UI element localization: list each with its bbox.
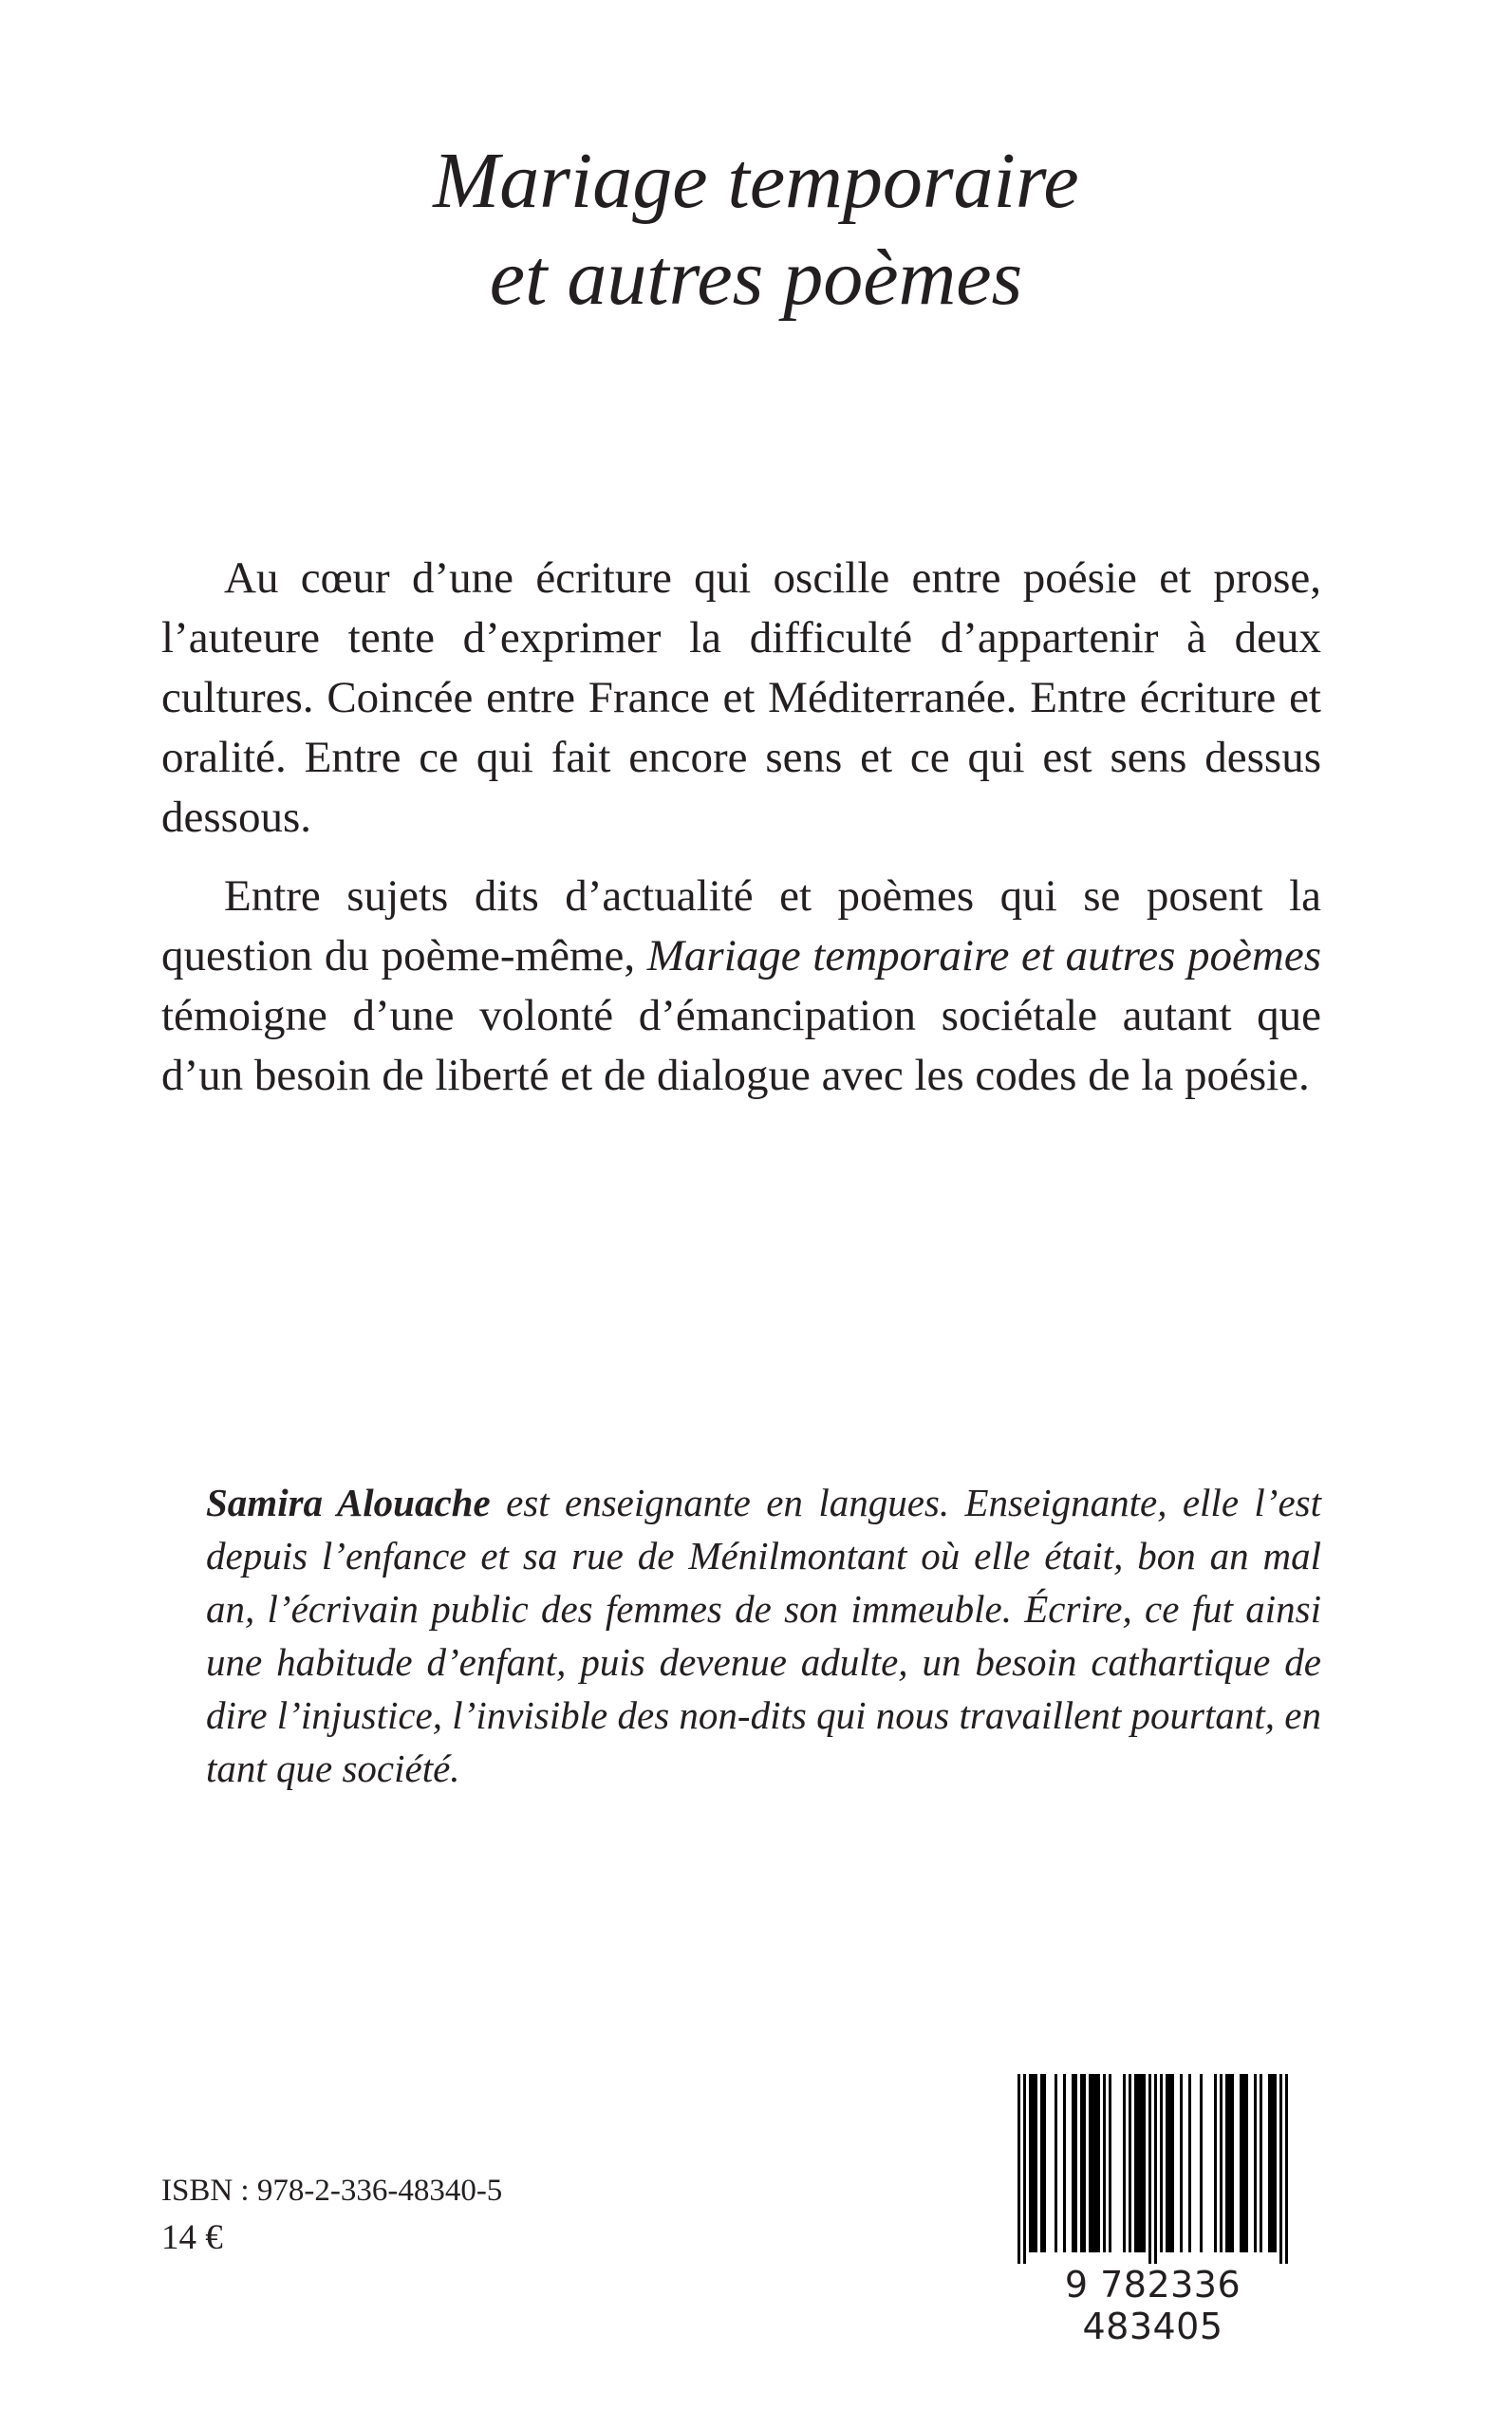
barcode-bar-14 — [1148, 2074, 1151, 2264]
barcode-bar-1 — [1023, 2074, 1026, 2264]
book-title-line-2: et autres poèmes — [489, 233, 1023, 322]
barcode-bar-17 — [1166, 2074, 1174, 2252]
barcode-bar-25 — [1254, 2074, 1257, 2252]
barcode-bar-0 — [1017, 2074, 1020, 2264]
barcode-bar-2 — [1029, 2074, 1037, 2252]
barcode-bar-6 — [1072, 2074, 1077, 2252]
synopsis — [161, 549, 1321, 1106]
barcode-bar-7 — [1080, 2074, 1086, 2252]
barcode-bar-21 — [1214, 2074, 1217, 2252]
author-bio-text: est enseignante en langues. Enseignante, elle l’est depuis l’enfance et sa rue de Ménilmontant où elle était, bon an mal an, l’écrivain public des femmes de son immeuble. Écrire, ce fut ainsi une habitude d’enfant, puis devenue adulte, un besoin cathartique de dire l’injustice, l’invisible des non-dits qui nous travaillent pourtant, en tant que société. — [206, 1481, 1322, 1790]
book-title-line-1: Mariage temporaire — [433, 137, 1079, 225]
barcode-bar-9 — [1103, 2074, 1106, 2252]
price: 14 € — [161, 2218, 223, 2257]
book-title — [0, 133, 1512, 327]
barcode-bar-23 — [1225, 2074, 1234, 2252]
barcode-bar-3 — [1040, 2074, 1046, 2252]
barcode — [989, 2074, 1316, 2347]
barcode-bar-13 — [1134, 2074, 1146, 2252]
barcode-bar-19 — [1188, 2074, 1191, 2252]
barcode-bar-4 — [1055, 2074, 1057, 2252]
synopsis-book-title-mention: Mariage temporaire et autres poèmes — [646, 931, 1321, 980]
barcode-bar-16 — [1160, 2074, 1163, 2252]
author-name: Samira Alouache — [206, 1481, 491, 1524]
barcode-bar-27 — [1268, 2074, 1277, 2252]
barcode-bar-5 — [1063, 2074, 1066, 2252]
barcode-digits: 9 782336 483405 — [1064, 2264, 1241, 2347]
barcode-bar-8 — [1089, 2074, 1100, 2252]
barcode-bar-24 — [1240, 2074, 1248, 2252]
isbn: ISBN : 978-2-336-48340-5 — [161, 2174, 503, 2208]
barcode-bars — [989, 2074, 1316, 2264]
barcode-bar-15 — [1154, 2074, 1157, 2264]
synopsis-paragraph-2 — [161, 867, 1321, 1106]
barcode-bar-20 — [1200, 2074, 1203, 2252]
synopsis-paragraph-2-start: Entre sujets dits d’actualité et poèmes qui se posent la question du poème-même, — [161, 871, 1321, 980]
barcode-bar-29 — [1285, 2074, 1288, 2264]
barcode-bar-22 — [1220, 2074, 1223, 2252]
barcode-bar-12 — [1129, 2074, 1131, 2252]
barcode-bar-18 — [1180, 2074, 1183, 2252]
author-bio — [206, 1476, 1321, 1795]
barcode-bar-11 — [1123, 2074, 1126, 2252]
barcode-bar-28 — [1279, 2074, 1282, 2264]
synopsis-paragraph-1: Au cœur d’une écriture qui oscille entre poésie et prose, l’auteure tente d’exprimer la difficulté d’appartenir à deux cultures. Coincée entre France et Méditerranée. Entre écriture et oralité. Entre ce qui fait encore sens et ce qui est sens dessus dessous. — [161, 553, 1321, 842]
barcode-bar-10 — [1109, 2074, 1111, 2252]
barcode-bar-26 — [1260, 2074, 1262, 2252]
synopsis-paragraph-2-end: témoigne d’une volonté d’émancipation sociétale autant que d’un besoin de liberté et de dialogue avec les codes de la poésie. — [161, 991, 1321, 1100]
